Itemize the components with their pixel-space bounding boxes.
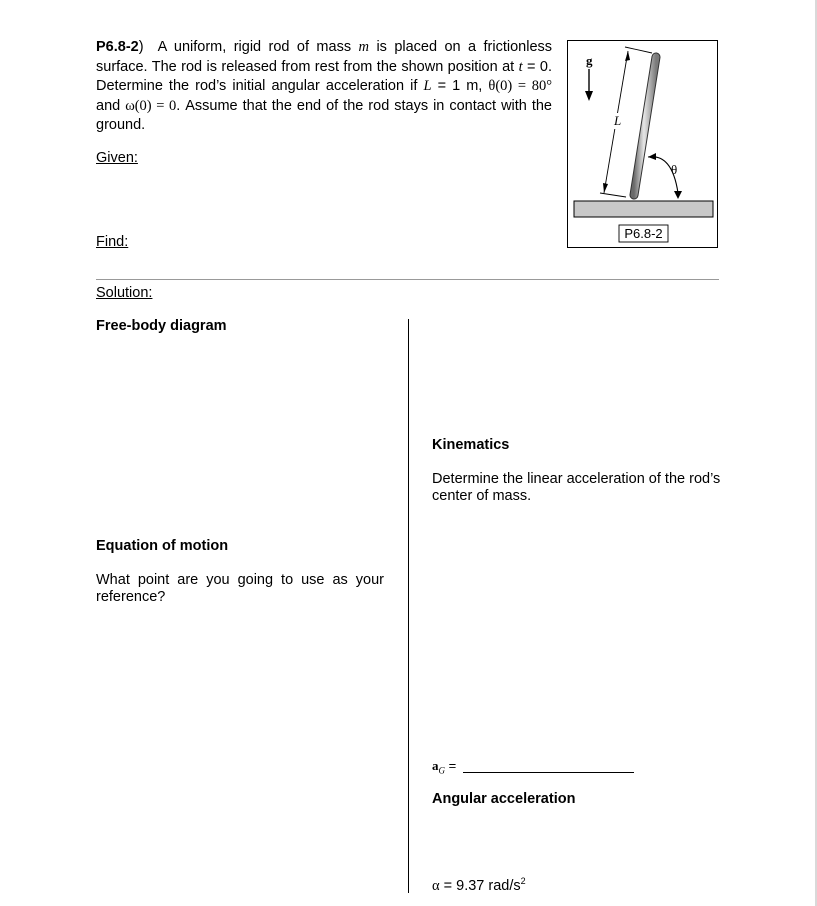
dimension-bottom-tick — [600, 193, 626, 197]
problem-text-2: is placed on a frictionless surface. The rod is released from rest from the shown position at — [96, 39, 553, 75]
section-divider — [96, 279, 719, 280]
problem-statement: P6.8-2) A uniform, rigid rod of mass m is placed on a frictionless surface. The rod is released from rest from the shown position at t = 0. Determine the rod’s initial angular acceleration if L = 1 m, θ(0) = 80° and ω(0) = 0. Assume that the end of the rod stays in contact with the ground. — [96, 39, 553, 133]
alpha-value: = 9.37 rad/s — [439, 877, 521, 894]
theta-label: θ — [671, 162, 678, 177]
length-symbol: L — [423, 78, 432, 94]
theta-arrowhead-bottom — [674, 191, 682, 199]
ground-surface — [574, 201, 713, 217]
ag-label: $a_G$ = — [432, 758, 457, 776]
given-label: Given: — [96, 150, 138, 166]
omega-initial: ω(0) = 0 — [125, 97, 177, 114]
problem-text-5: and — [96, 97, 121, 114]
angular-heading: Angular acceleration — [432, 791, 576, 807]
column-divider — [408, 319, 409, 893]
problem-id: P6.8-2 — [96, 39, 139, 55]
problem-text-4: = 1 m, — [437, 78, 483, 94]
theta-initial: θ(0) = 80° — [488, 78, 553, 94]
problem-text-3: = 0. Determine the rod’s initial angular acceleration if — [96, 58, 553, 94]
theta-arrowhead-top — [648, 153, 656, 160]
alpha-answer: α = 9.37 rad/$s^2$ — [432, 876, 526, 894]
L-label: L — [614, 113, 622, 128]
gravity-arrowhead — [585, 91, 593, 101]
eom-question: What point are you going to use as your reference? — [96, 572, 384, 605]
find-label: Find: — [96, 234, 129, 250]
kinematics-prompt: Determine the linear acceleration of the rod’s center of mass. — [432, 471, 721, 504]
ag-answer-line — [463, 772, 634, 773]
fbd-heading: Free-body diagram — [96, 318, 227, 334]
rod — [634, 57, 656, 195]
alpha-symbol: α — [432, 877, 440, 894]
problem-figure — [567, 40, 718, 248]
kinematics-heading: Kinematics — [432, 437, 510, 453]
problem-text-1: A uniform, rigid rod of mass — [157, 39, 352, 55]
dimension-arrowhead-bottom — [603, 183, 608, 193]
dimension-top-tick — [625, 47, 652, 53]
g-label: g — [586, 53, 593, 68]
rod-diagram — [568, 41, 719, 249]
figure-caption: P6.8-2 — [624, 226, 663, 241]
problem-text-6: . Assume that the end of the rod stays in contact with the ground. — [96, 97, 552, 133]
time-symbol: t — [518, 58, 523, 75]
solution-label: Solution: — [96, 285, 153, 301]
eom-heading: Equation of motion — [96, 538, 229, 554]
mass-symbol: m — [358, 39, 369, 55]
